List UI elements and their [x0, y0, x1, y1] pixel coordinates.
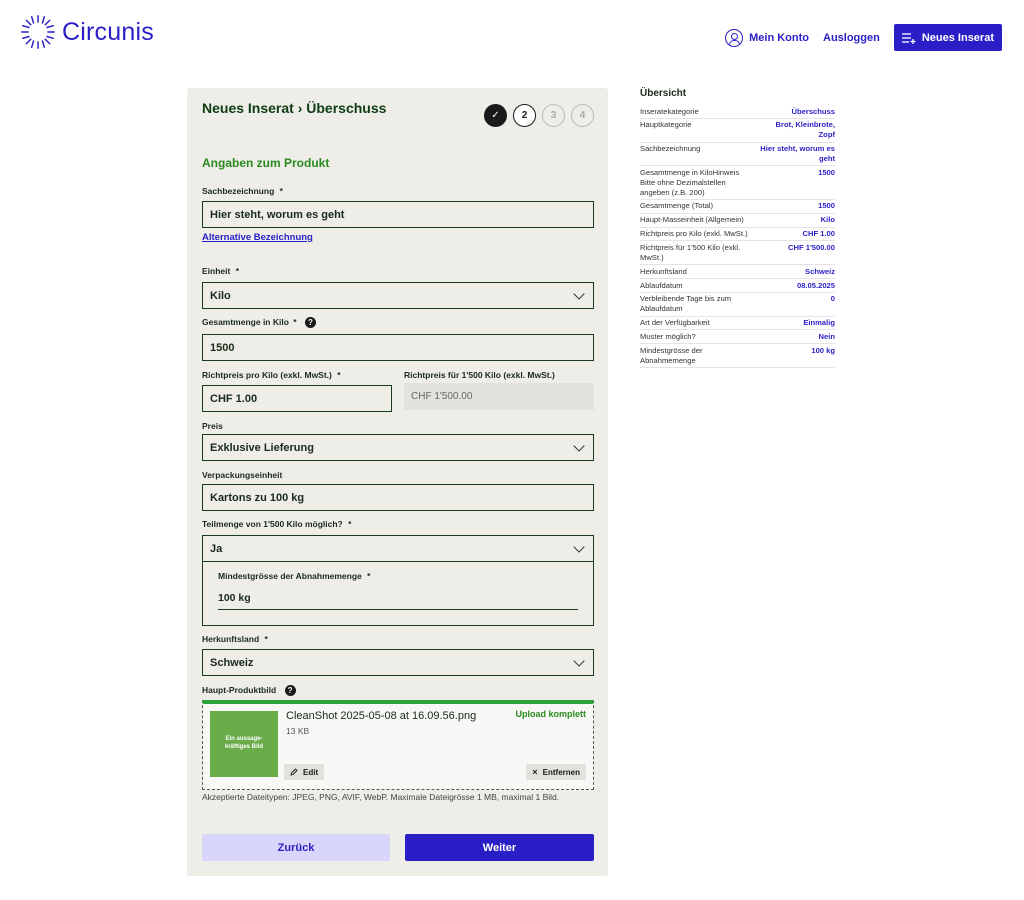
summary-value: Kilo [820, 215, 835, 225]
logo[interactable] [20, 14, 154, 50]
step-2-current: 2 [513, 104, 536, 127]
min-quantity-group [202, 561, 594, 626]
required-mark: * [367, 571, 371, 581]
product-name-value: Hier steht, worum es geht [210, 208, 345, 221]
total-quantity-value: 1500 [210, 341, 235, 354]
main-image-label-text: Haupt-Produktbild [202, 685, 277, 695]
summary-value: Nein [818, 331, 835, 341]
main-image-label [202, 685, 296, 696]
help-icon[interactable]: ? [305, 317, 316, 328]
help-icon[interactable]: ? [285, 685, 296, 696]
next-button[interactable]: Weiter [405, 834, 594, 861]
pricing-value: Exklusive Lieferung [210, 441, 314, 454]
summary-value: CHF 1'500.00 [788, 242, 835, 252]
unit-label-text: Einheit [202, 266, 231, 276]
remove-button[interactable] [526, 764, 586, 780]
my-account-label: Mein Konto [749, 31, 809, 44]
pricing-label: Preis [202, 421, 223, 431]
price-per-unit-input[interactable] [202, 385, 392, 412]
origin-value: Schweiz [210, 656, 254, 669]
summary-value: 0 [830, 294, 835, 304]
summary-key: Herkunftsland [640, 266, 687, 276]
summary-row [640, 265, 835, 279]
summary-row [640, 228, 835, 242]
new-listing-button[interactable] [894, 24, 1002, 51]
summary-row [640, 119, 835, 143]
summary-row [640, 344, 835, 368]
total-price-value: CHF 1'500.00 [411, 391, 473, 402]
edit-button[interactable] [284, 764, 324, 780]
total-quantity-input[interactable] [202, 334, 594, 361]
page-title: Neues Inserat › Überschuss [202, 100, 387, 116]
edit-label: Edit [303, 767, 319, 777]
step-3: 3 [542, 104, 565, 127]
summary-value: Brot, Kleinbrote, Zopf [775, 120, 835, 140]
chevron-down-icon [573, 440, 584, 451]
menu-plus-icon [902, 32, 916, 44]
summary-value: Überschuss [791, 106, 835, 116]
section-title: Angaben zum Produkt [202, 156, 330, 170]
product-name-label-text: Sachbezeichnung [202, 186, 275, 196]
logout-link[interactable] [823, 32, 880, 44]
min-quantity-underline [218, 609, 578, 610]
image-thumbnail: Ein aussage-kräftiges Bild [210, 711, 278, 777]
file-size: 13 KB [286, 726, 310, 736]
summary-value: 1500 [818, 201, 835, 211]
summary-row [640, 143, 835, 167]
user-icon [725, 29, 743, 47]
total-price-field [404, 383, 594, 410]
new-listing-label: Neues Inserat [921, 31, 994, 44]
product-name-label [202, 186, 283, 196]
summary-key: Inseratekategorie [640, 106, 699, 116]
origin-select[interactable] [202, 649, 594, 676]
summary-value: Hier steht, worum es geht [760, 144, 835, 163]
packaging-input[interactable] [202, 484, 594, 511]
step-4: 4 [571, 104, 594, 127]
summary-key: Gesamtmenge (Total) [640, 201, 714, 211]
summary-value: 100 kg [811, 345, 835, 355]
upload-status: Upload komplett [515, 709, 586, 719]
required-mark: * [293, 317, 297, 327]
logout-label: Ausloggen [823, 31, 880, 44]
total-price-label: Richtpreis für 1'500 Kilo (exkl. MwSt.) [404, 370, 555, 380]
listing-form-panel [187, 88, 608, 876]
required-mark: * [264, 634, 268, 644]
summary-key: Art der Verfügbarkeit [640, 318, 710, 328]
origin-label-text: Herkunftsland [202, 634, 260, 644]
total-quantity-label [202, 317, 316, 328]
summary-key: Hauptkategorie [640, 120, 692, 130]
required-mark: * [337, 370, 341, 380]
my-account-link[interactable] [725, 29, 809, 47]
summary-key: Verbleibende Tage bis zum Ablaufdatum [640, 294, 732, 314]
partial-quantity-select[interactable] [202, 535, 594, 562]
top-navigation [725, 24, 1002, 51]
chevron-down-icon [573, 288, 584, 299]
step-1-complete[interactable]: ✓ [484, 104, 507, 127]
required-mark: * [348, 519, 352, 529]
summary-key: Richtpreis für 1'500 Kilo (exkl. MwSt.) [640, 242, 741, 262]
pencil-icon [290, 768, 298, 776]
back-button[interactable]: Zurück [202, 834, 390, 861]
partial-quantity-label-text: Teilmenge von 1'500 Kilo möglich? [202, 519, 343, 529]
summary-key: Gesamtmenge in KiloHinweis Bitte ohne Dezimalstellen angeben (z.B. 200) [640, 167, 740, 197]
summary-row [640, 317, 835, 331]
product-name-input[interactable] [202, 201, 594, 228]
summary-table [640, 105, 835, 368]
remove-label: Entfernen [542, 767, 580, 777]
unit-select[interactable] [202, 282, 594, 309]
required-mark: * [235, 266, 240, 276]
alternative-name-link[interactable]: Alternative Bezeichnung [202, 232, 313, 243]
upload-note: Akzeptierte Dateitypen: JPEG, PNG, AVIF, WebP. Maximale Dateigrösse 1 MB, maximal 1 Bild. [202, 792, 560, 802]
price-per-unit-label [202, 370, 341, 380]
origin-label [202, 634, 268, 644]
summary-key: Mindestgrösse der Abnahmemenge [640, 345, 703, 365]
summary-row [640, 105, 835, 119]
summary-row [640, 200, 835, 214]
price-per-unit-value: CHF 1.00 [210, 392, 258, 405]
summary-value: CHF 1.00 [802, 229, 835, 239]
step-indicator [484, 104, 594, 127]
min-quantity-input[interactable]: 100 kg [218, 592, 251, 604]
packaging-label: Verpackungseinheit [202, 470, 283, 480]
min-quantity-label [218, 571, 370, 581]
partial-quantity-value: Ja [210, 542, 223, 555]
summary-title: Übersicht [640, 88, 687, 99]
summary-value: Schweiz [805, 266, 835, 276]
close-icon: × [532, 767, 538, 777]
summary-row [640, 214, 835, 228]
unit-label [202, 266, 239, 276]
required-mark: * [279, 186, 283, 196]
summary-value: Einmalig [803, 318, 835, 328]
price-per-unit-label-text: Richtpreis pro Kilo (exkl. MwSt.) [202, 370, 332, 380]
packaging-value: Kartons zu 100 kg [210, 491, 305, 504]
summary-key: Richtpreis pro Kilo (exkl. MwSt.) [640, 229, 748, 239]
summary-value: 08.05.2025 [796, 280, 835, 290]
unit-value: Kilo [210, 289, 231, 302]
summary-row [640, 330, 835, 344]
logo-text: Circunis [62, 17, 154, 46]
partial-quantity-label [202, 519, 351, 529]
summary-row [640, 279, 835, 293]
summary-key: Haupt-Masseinheit (Allgemein) [640, 215, 744, 225]
pricing-select[interactable] [202, 434, 594, 461]
summary-value: 1500 [818, 167, 835, 177]
circunis-logo-icon [20, 14, 56, 50]
summary-row [640, 166, 835, 200]
summary-key: Muster möglich? [640, 331, 696, 341]
min-quantity-label-text: Mindestgrösse der Abnahmemenge [218, 571, 362, 581]
total-quantity-label-text: Gesamtmenge in Kilo [202, 317, 289, 327]
file-name: CleanShot 2025-05-08 at 16.09.56.png [286, 710, 477, 722]
image-upload-card [202, 700, 594, 790]
summary-panel [640, 88, 835, 368]
chevron-down-icon [573, 541, 584, 552]
summary-row [640, 241, 835, 265]
summary-key: Sachbezeichnung [640, 144, 701, 154]
summary-key: Ablaufdatum [640, 280, 683, 290]
chevron-down-icon [573, 655, 584, 666]
summary-row [640, 293, 835, 317]
